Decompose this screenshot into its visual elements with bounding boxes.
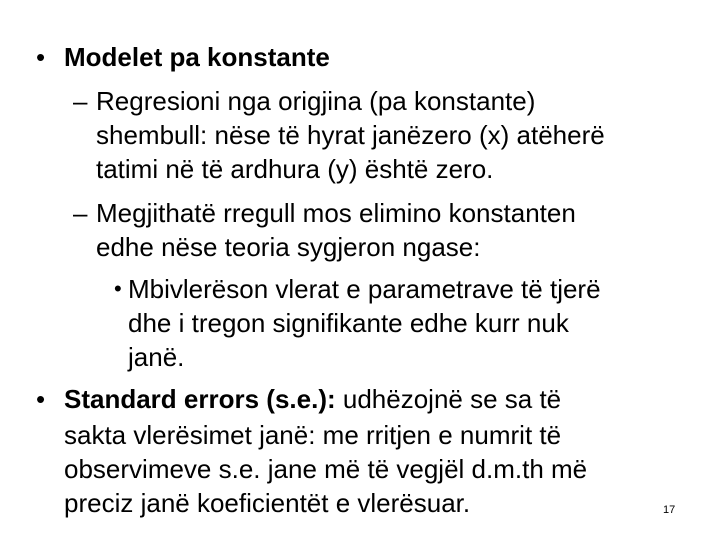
text-mbivlereson-line3: janë. (128, 342, 185, 372)
standard-errors-rest: udhëzojnë se sa të (335, 384, 562, 414)
text-regresioni-line2: shembull: nëse të hyrat janëzero (x) atëherë (96, 120, 605, 150)
text-mbivlereson-line1: Mbivlerëson vlerat e parametrave të tjerë (128, 274, 601, 304)
page-number: 17 (663, 504, 676, 516)
text-megjithate-line2: edhe nëse teoria sygjeron ngase: (96, 232, 481, 262)
text-mbivlereson-line2: dhe i tregon signifikante edhe kurr nuk (128, 308, 569, 338)
standard-errors-label: Standard errors (s.e.): (64, 384, 336, 414)
bullet-1: • (36, 42, 46, 72)
bullet-2: • (36, 384, 46, 414)
text-standard-errors-line2: sakta vlerësimet janë: me rritjen e numrit të (64, 420, 562, 450)
dash-2: – (73, 198, 88, 228)
text-standard-errors-line4: preciz janë koeficientët e vlerësuar. (64, 488, 471, 518)
heading-modelet-pa-konstante: Modelet pa konstante (64, 42, 330, 72)
text-standard-errors-line3: observimeve s.e. jane më të vegjël d.m.th më (64, 454, 588, 484)
dash-1: – (73, 86, 88, 116)
bullet-sub: • (114, 276, 122, 301)
text-standard-errors-line1 (64, 382, 561, 416)
text-megjithate-line1: Megjithatë rregull mos elimino konstanten (96, 198, 576, 228)
text-regresioni-line1: Regresioni nga origjina (pa konstante) (96, 86, 536, 116)
text-regresioni-line3: tatimi në të ardhura (y) është zero. (96, 154, 494, 184)
